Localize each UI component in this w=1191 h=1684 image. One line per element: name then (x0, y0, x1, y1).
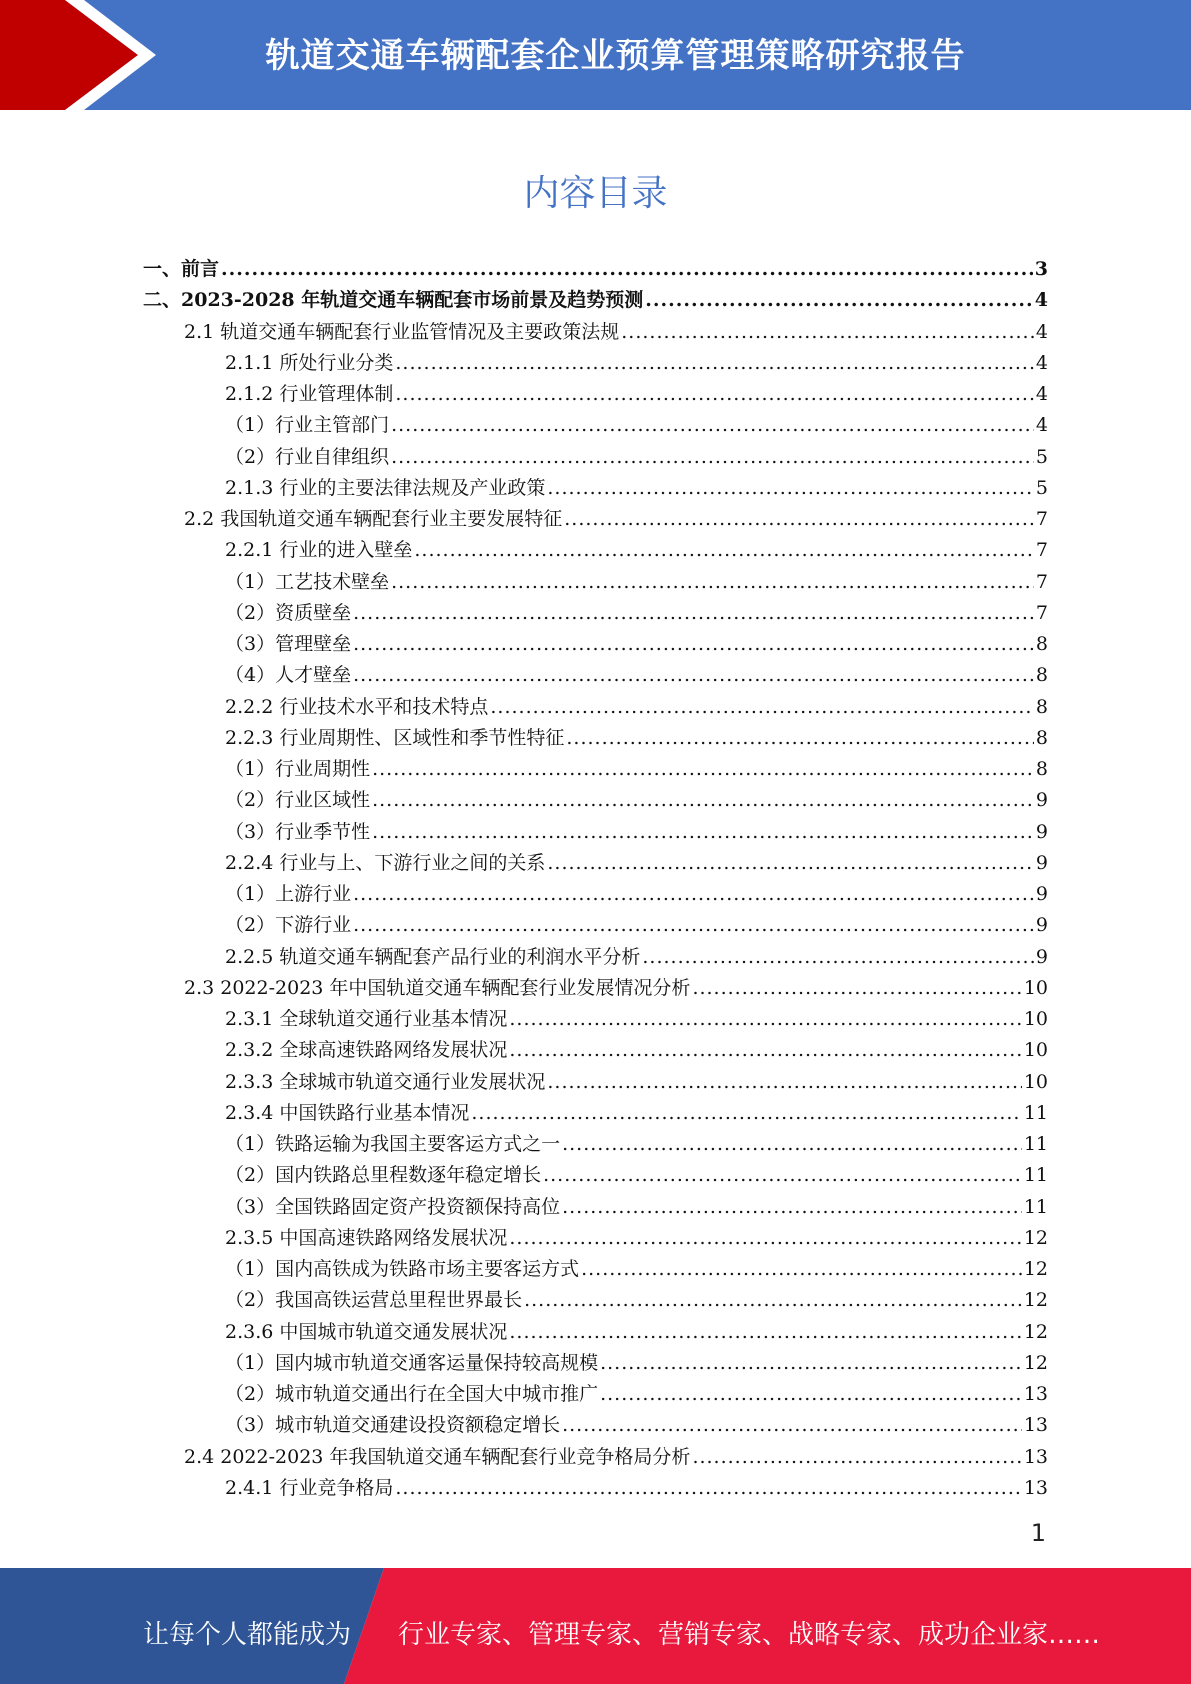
page-number: 1 (1030, 1519, 1046, 1547)
toc-entry-label: 2.2.5 轨道交通车辆配套产品行业的利润水平分析 (225, 945, 641, 968)
toc-entry-page: 8 (1035, 664, 1048, 687)
toc-entry-label: 2.4.1 行业竞争格局 (225, 1476, 394, 1499)
toc-leader-dots (564, 504, 1034, 535)
toc-entry-label: （3）行业季节性 (225, 820, 371, 843)
toc-leader-dots (353, 660, 1034, 691)
toc-leader-dots (395, 348, 1034, 379)
toc-leader-dots (562, 1192, 1022, 1223)
toc-entry[interactable] (143, 660, 1048, 691)
toc-entry-page: 10 (1023, 1039, 1048, 1062)
toc-leader-dots (645, 285, 1033, 316)
toc-entry-label: （2）行业区域性 (225, 789, 371, 812)
toc-entry-label: （1）工艺技术壁垒 (225, 570, 390, 593)
toc-entry[interactable] (143, 1348, 1048, 1379)
footer-slogan-left: 让每个人都能成为 (143, 1620, 352, 1650)
toc-entry[interactable] (143, 285, 1048, 316)
toc-entry-label: 2.3.2 全球高速铁路网络发展状况 (225, 1039, 508, 1062)
toc-entry-page: 9 (1035, 789, 1048, 812)
toc-entry[interactable] (143, 1410, 1048, 1441)
toc-entry[interactable] (143, 379, 1048, 410)
toc-entry-label: 2.1.3 行业的主要法律法规及产业政策 (225, 476, 546, 499)
toc-leader-dots (395, 1473, 1021, 1504)
toc-entry-page: 11 (1023, 1101, 1048, 1124)
toc-entry-page: 13 (1023, 1414, 1048, 1437)
toc-entry[interactable] (143, 1192, 1048, 1223)
toc-entry[interactable] (143, 1098, 1048, 1129)
toc-entry[interactable] (143, 879, 1048, 910)
toc-leader-dots (581, 1254, 1022, 1285)
toc-entry-label: 2.3 2022-2023 年中国轨道交通车辆配套行业发展情况分析 (184, 976, 691, 999)
toc-leader-dots (414, 535, 1034, 566)
toc-heading: 内容目录 (523, 173, 668, 214)
toc-entry-page: 9 (1035, 883, 1048, 905)
toc-entry[interactable] (143, 1067, 1048, 1098)
toc-leader-dots (692, 1442, 1021, 1473)
toc-entry[interactable] (143, 942, 1048, 973)
toc-entry[interactable] (143, 1004, 1048, 1035)
toc-entry-label: （1）上游行业 (225, 883, 352, 905)
toc-entry-label: （1）行业周期性 (225, 758, 371, 780)
toc-leader-dots (509, 1035, 1021, 1066)
toc-leader-dots (395, 379, 1034, 410)
toc-entry-page: 4 (1035, 383, 1048, 405)
toc-entry[interactable] (143, 1223, 1048, 1254)
toc-entry-page: 12 (1023, 1351, 1048, 1374)
toc-entry[interactable] (143, 1129, 1048, 1160)
toc-leader-dots (566, 723, 1034, 754)
toc-leader-dots (509, 1223, 1021, 1254)
toc-entry[interactable] (143, 598, 1048, 629)
toc-entry[interactable] (143, 848, 1048, 879)
toc-leader-dots (509, 1317, 1021, 1348)
toc-entry-label: （3）管理壁垒 (225, 633, 352, 655)
toc-entry[interactable] (143, 1254, 1048, 1285)
toc-entry-page: 8 (1035, 758, 1048, 780)
toc-entry[interactable] (143, 535, 1048, 566)
toc-leader-dots (509, 1004, 1021, 1035)
toc-entry-label: 2.3.3 全球城市轨道交通行业发展状况 (225, 1070, 546, 1093)
toc-entry-page: 4 (1035, 414, 1048, 437)
toc-entry[interactable] (143, 1442, 1048, 1473)
toc-entry[interactable] (143, 1035, 1048, 1066)
toc-entry[interactable] (143, 348, 1048, 379)
toc-entry[interactable] (143, 317, 1048, 348)
toc-entry-page: 7 (1035, 601, 1048, 624)
toc-leader-dots (692, 973, 1021, 1004)
toc-entry-label: 2.2 我国轨道交通车辆配套行业主要发展特征 (184, 508, 563, 530)
toc-leader-dots (562, 1410, 1022, 1441)
toc-entry-label: 2.2.2 行业技术水平和技术特点 (225, 695, 489, 718)
toc-leader-dots (547, 473, 1034, 504)
toc-entry-label: 2.3.5 中国高速铁路网络发展状况 (225, 1226, 508, 1249)
toc-entry-page: 3 (1034, 258, 1048, 280)
toc-entry-page: 12 (1023, 1258, 1048, 1280)
toc-leader-dots (490, 692, 1034, 723)
toc-entry-page: 4 (1034, 289, 1048, 312)
header-band (0, 0, 1191, 110)
toc-entry-page: 7 (1035, 508, 1048, 530)
toc-entry[interactable] (143, 723, 1048, 754)
toc-entry[interactable] (143, 1317, 1048, 1348)
toc-entry-label: 二、2023-2028 年轨道交通车辆配套市场前景及趋势预测 (143, 289, 644, 312)
toc-entry-page: 9 (1035, 851, 1048, 874)
toc-entry-label: （1）国内高铁成为铁路市场主要客运方式 (225, 1258, 580, 1280)
toc-entry[interactable] (143, 973, 1048, 1004)
table-of-contents (143, 254, 1048, 1504)
report-title: 轨道交通车辆配套企业预算管理策略研究报告 (265, 36, 966, 76)
toc-entry-page: 10 (1023, 1070, 1048, 1093)
toc-entry[interactable] (143, 1285, 1048, 1316)
toc-entry-label: （1）行业主管部门 (225, 414, 390, 437)
toc-leader-dots (372, 785, 1034, 816)
toc-entry-page: 12 (1023, 1289, 1048, 1312)
toc-entry-page: 8 (1035, 633, 1048, 655)
toc-entry-page: 10 (1023, 976, 1048, 999)
toc-leader-dots (353, 629, 1034, 660)
toc-entry[interactable] (143, 1473, 1048, 1504)
toc-entry-label: 2.4 2022-2023 年我国轨道交通车辆配套行业竞争格局分析 (184, 1445, 691, 1468)
footer-slogan-right: 行业专家、管理专家、营销专家、战略专家、成功企业家…… (398, 1620, 1101, 1650)
toc-leader-dots (372, 817, 1034, 848)
toc-leader-dots (391, 567, 1034, 598)
toc-entry-page: 9 (1035, 945, 1048, 968)
footer-band (0, 1568, 1191, 1684)
toc-entry-page: 8 (1035, 726, 1048, 749)
toc-entry[interactable] (143, 1379, 1048, 1410)
toc-entry-page: 11 (1023, 1133, 1048, 1155)
toc-entry-page: 10 (1023, 1008, 1048, 1030)
toc-leader-dots (524, 1285, 1022, 1316)
toc-leader-dots (547, 1067, 1021, 1098)
toc-entry-label: （2）行业自律组织 (225, 445, 390, 468)
toc-leader-dots (353, 910, 1034, 941)
toc-entry[interactable] (143, 442, 1048, 473)
toc-entry-page: 4 (1035, 351, 1048, 374)
toc-entry-page: 11 (1023, 1195, 1048, 1218)
toc-leader-dots (391, 410, 1034, 441)
toc-entry-label: （4）人才壁垒 (225, 664, 352, 687)
toc-leader-dots (391, 442, 1034, 473)
toc-leader-dots (543, 1160, 1022, 1191)
toc-leader-dots (471, 1098, 1021, 1129)
toc-leader-dots (353, 598, 1034, 629)
toc-entry-label: （3）全国铁路固定资产投资额保持高位 (225, 1195, 561, 1218)
toc-entry-page: 5 (1035, 476, 1048, 499)
toc-entry-page: 4 (1035, 320, 1048, 343)
toc-entry-label: （2）城市轨道交通出行在全国大中城市推广 (225, 1383, 599, 1405)
toc-leader-dots (221, 254, 1033, 285)
toc-entry-label: （1）国内城市轨道交通客运量保持较高规模 (225, 1351, 599, 1374)
toc-leader-dots (600, 1348, 1022, 1379)
toc-entry-label: 2.2.4 行业与上、下游行业之间的关系 (225, 851, 546, 874)
toc-entry[interactable] (143, 410, 1048, 441)
toc-entry[interactable] (143, 473, 1048, 504)
toc-entry[interactable] (143, 785, 1048, 816)
toc-entry-page: 7 (1035, 570, 1048, 593)
toc-entry[interactable] (143, 254, 1048, 285)
toc-entry[interactable] (143, 754, 1048, 785)
toc-entry-label: （2）下游行业 (225, 914, 352, 937)
toc-entry-page: 13 (1023, 1476, 1048, 1499)
toc-entry-label: （2）我国高铁运营总里程世界最长 (225, 1289, 523, 1312)
toc-entry-label: 2.3.1 全球轨道交通行业基本情况 (225, 1008, 508, 1030)
toc-entry-page: 9 (1035, 820, 1048, 843)
toc-entry-page: 11 (1023, 1164, 1048, 1187)
toc-entry-page: 13 (1023, 1445, 1048, 1468)
toc-entry-page: 5 (1035, 445, 1048, 468)
toc-entry[interactable] (143, 1160, 1048, 1191)
toc-entry-label: 2.3.6 中国城市轨道交通发展状况 (225, 1320, 508, 1343)
toc-entry-label: 2.2.3 行业周期性、区域性和季节性特征 (225, 726, 565, 749)
toc-entry-label: 2.1 轨道交通车辆配套行业监管情况及主要政策法规 (184, 320, 620, 343)
toc-entry[interactable] (143, 910, 1048, 941)
toc-entry-label: （2）资质壁垒 (225, 601, 352, 624)
toc-leader-dots (353, 879, 1034, 910)
toc-entry-label: （3）城市轨道交通建设投资额稳定增长 (225, 1414, 561, 1437)
toc-entry-label: 一、前言 (143, 258, 220, 280)
toc-entry[interactable] (143, 567, 1048, 598)
toc-entry-label: （2）国内铁路总里程数逐年稳定增长 (225, 1164, 542, 1187)
toc-leader-dots (547, 848, 1034, 879)
toc-entry[interactable] (143, 692, 1048, 723)
toc-entry-page: 12 (1023, 1226, 1048, 1249)
toc-entry[interactable] (143, 629, 1048, 660)
toc-entry-label: （1）铁路运输为我国主要客运方式之一 (225, 1133, 561, 1155)
toc-entry-label: 2.1.1 所处行业分类 (225, 351, 394, 374)
toc-entry-label: 2.1.2 行业管理体制 (225, 383, 394, 405)
toc-leader-dots (642, 942, 1034, 973)
toc-entry-label: 2.2.1 行业的进入壁垒 (225, 539, 413, 562)
toc-entry-page: 8 (1035, 695, 1048, 718)
toc-entry-page: 13 (1023, 1383, 1048, 1405)
toc-entry-page: 7 (1035, 539, 1048, 562)
toc-entry[interactable] (143, 817, 1048, 848)
toc-leader-dots (372, 754, 1034, 785)
toc-entry-page: 12 (1023, 1320, 1048, 1343)
toc-entry[interactable] (143, 504, 1048, 535)
toc-leader-dots (621, 317, 1034, 348)
toc-entry-label: 2.3.4 中国铁路行业基本情况 (225, 1101, 470, 1124)
toc-leader-dots (562, 1129, 1022, 1160)
toc-entry-page: 9 (1035, 914, 1048, 937)
toc-leader-dots (600, 1379, 1022, 1410)
